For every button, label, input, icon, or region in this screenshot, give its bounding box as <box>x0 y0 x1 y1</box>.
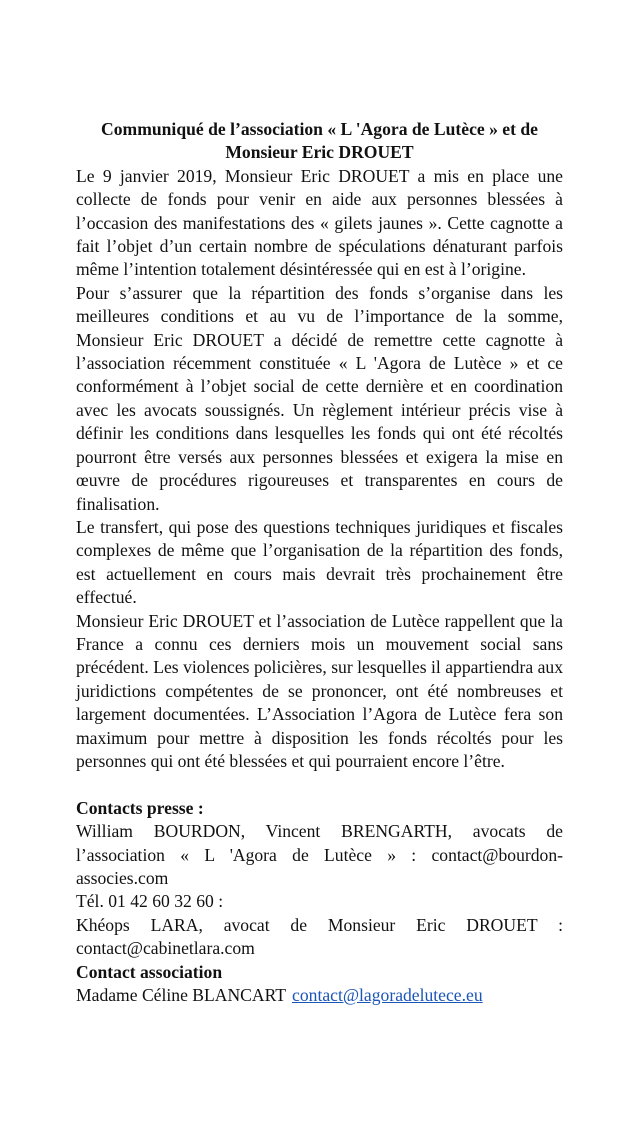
paragraph-collect: Le 9 janvier 2019, Monsieur Eric DROUET a mis en place une collecte de fonds pour venir en aide aux personnes blessées à l’occasion des manifestations des « gilets jaunes ». Cette cagnotte a fait l’objet d’un certain nombre de spéculations dénaturant parfois même l’intention totalement désintéressée qui en est à l’origine. <box>76 165 563 280</box>
association-heading: Contact association <box>76 961 223 982</box>
paragraph-social-movement: Monsieur Eric DROUET et l’association de Lutèce rappellent que la France a connu ces derniers mois un mouvement social sans précédent. Les violences policières, sur lesquelles il appartiendra aux juridictions compétentes de se prononcer, ont été nombreuses et largement documentées. L’Association l’Agora de Lutèce fera son maximum pour mettre à disposition les fonds récoltés pour les personnes qui ont été blessées et qui pourraient encore l’être. <box>76 610 563 771</box>
press-release <box>76 118 563 1007</box>
phone-contact: Tél. 01 42 60 32 60 : <box>76 891 224 912</box>
association-contact-name: Madame Céline BLANCART <box>76 985 287 1006</box>
paragraph-distribution: Pour s’assurer que la répartition des fonds s’organise dans les meilleures conditions et au vu de l’importance de la somme, Monsieur Eric DROUET a décidé de remettre cette cagnotte à l’association récemment constituée « L 'Agora de Lutèce » et ce conformément à l’objet social de cette dernière et en coordination avec les avocats soussignés. Un règlement intérieur précis vise à définir les conditions dans lesquelles les fonds qui ont été récoltés pourront être versés aux personnes blessées et exigera la mise en œuvre de procédures rigoureuses et transparentes en cours de finalisation. <box>76 282 563 514</box>
paragraph-transfer: Le transfert, qui pose des questions techniques juridiques et fiscales complexes de même que l’organisation de la répartition des fonds, est actuellement en cours mais devrait très prochainement être effectué. <box>76 516 563 608</box>
association-contact-line <box>76 984 563 1007</box>
document-title: Communiqué de l’association « L 'Agora de Lutèce » et de Monsieur Eric DROUET <box>101 119 538 163</box>
lawyers-contact: William BOURDON, Vincent BRENGARTH, avocats de l’association « L 'Agora de Lutèce » : contact@bourdon-associes.com <box>76 821 563 888</box>
lara-contact: Khéops LARA, avocat de Monsieur Eric DROUET : contact@cabinetlara.com <box>76 914 563 959</box>
association-email-link[interactable]: contact@lagoradelutece.eu <box>292 985 483 1006</box>
spacer <box>76 773 563 796</box>
contacts-heading: Contacts presse : <box>76 797 204 818</box>
